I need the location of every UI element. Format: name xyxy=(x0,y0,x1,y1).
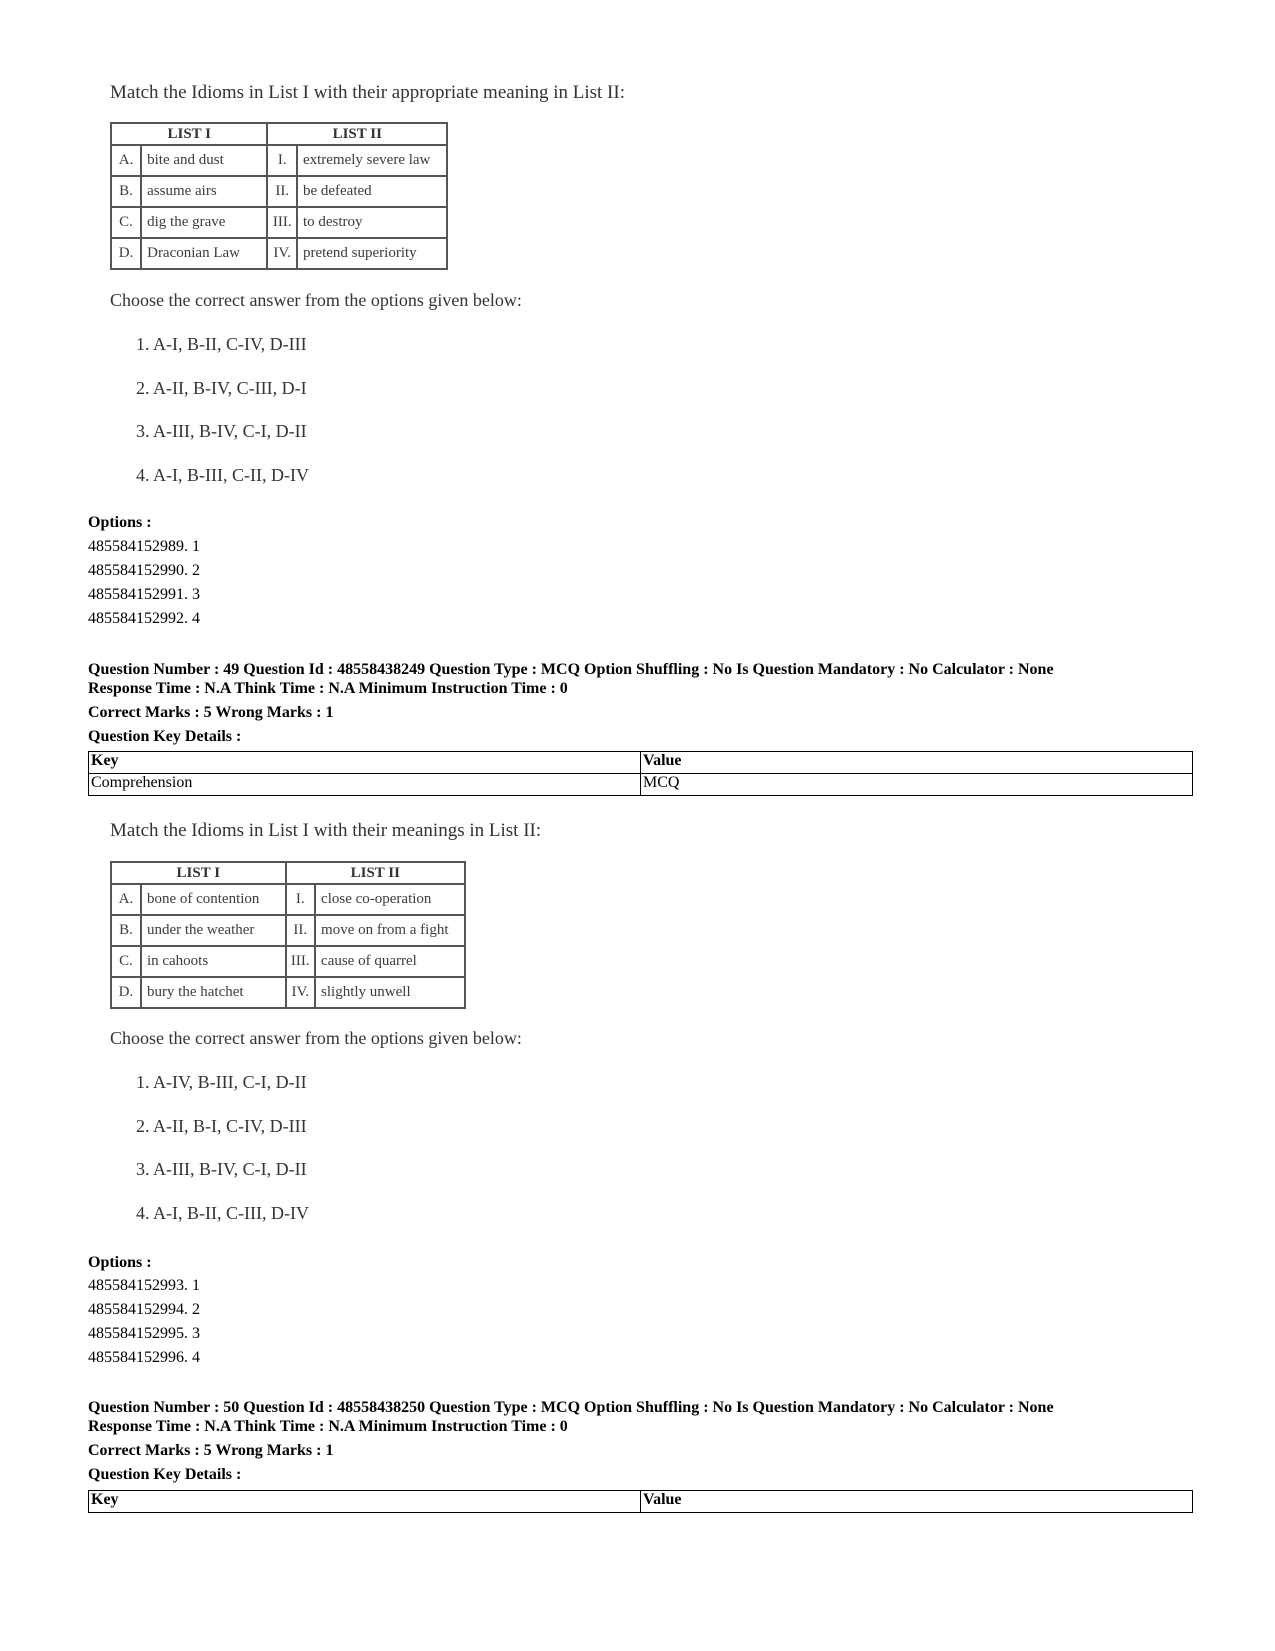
question-marks: Correct Marks : 5 Wrong Marks : 1 xyxy=(88,704,334,721)
table-row xyxy=(111,238,447,269)
list-2-item: pretend superiority xyxy=(297,238,447,269)
value-cell: MCQ xyxy=(641,774,1193,796)
question-prompt: Match the Idioms in List I with their meanings in List II: xyxy=(110,820,542,841)
list-1-label: B. xyxy=(111,915,141,946)
list-1-label: C. xyxy=(111,207,141,238)
list-1-item: in cahoots xyxy=(141,946,286,977)
table-header-row xyxy=(111,862,465,884)
table-row xyxy=(111,977,465,1008)
list-1-item: assume airs xyxy=(141,176,267,207)
list-1-item: bury the hatchet xyxy=(141,977,286,1008)
list-2-item: extremely severe law xyxy=(297,145,447,176)
table-header-row xyxy=(89,1491,1193,1513)
option-item: 485584152993. 1 xyxy=(88,1277,200,1294)
list-2-label: IV. xyxy=(286,977,315,1008)
table-row xyxy=(111,884,465,915)
list-2-label: I. xyxy=(286,884,315,915)
list-1-item: bite and dust xyxy=(141,145,267,176)
list-1-item: Draconian Law xyxy=(141,238,267,269)
answer-choice: 2. A-II, B-I, C-IV, D-III xyxy=(136,1116,307,1136)
question-48-image xyxy=(110,80,710,500)
options-label: Options : xyxy=(88,1254,152,1271)
answer-choice: 1. A-IV, B-III, C-I, D-II xyxy=(136,1072,307,1092)
list-1-item: under the weather xyxy=(141,915,286,946)
answer-choice: 3. A-III, B-IV, C-I, D-II xyxy=(136,1159,307,1179)
list-2-item: slightly unwell xyxy=(315,977,465,1008)
list-1-item: bone of contention xyxy=(141,884,286,915)
option-item: 485584152990. 2 xyxy=(88,562,200,579)
table-row xyxy=(111,207,447,238)
list-1-label: B. xyxy=(111,176,141,207)
question-timing: Response Time : N.A Think Time : N.A Minimum Instruction Time : 0 xyxy=(88,1418,568,1435)
option-item: 485584152991. 3 xyxy=(88,586,200,603)
list-2-label: IV. xyxy=(267,238,296,269)
list-1-header: LIST I xyxy=(111,123,267,145)
question-timing: Response Time : N.A Think Time : N.A Minimum Instruction Time : 0 xyxy=(88,680,568,697)
list-1-label: D. xyxy=(111,238,141,269)
match-list-table xyxy=(110,861,466,1009)
list-2-item: close co-operation xyxy=(315,884,465,915)
list-1-label: A. xyxy=(111,145,141,176)
list-2-header: LIST II xyxy=(286,862,465,884)
question-meta: Question Number : 50 Question Id : 48558438250 Question Type : MCQ Option Shuffling : No Is Question Mandatory : No Calculator : None xyxy=(88,1399,1054,1416)
answer-choice: 4. A-I, B-II, C-III, D-IV xyxy=(136,1203,309,1223)
list-1-label: A. xyxy=(111,884,141,915)
list-2-label: III. xyxy=(267,207,296,238)
choose-instruction: Choose the correct answer from the options given below: xyxy=(110,1028,522,1048)
option-item: 485584152995. 3 xyxy=(88,1325,200,1342)
list-2-header: LIST II xyxy=(267,123,447,145)
option-item: 485584152989. 1 xyxy=(88,538,200,555)
list-2-item: cause of quarrel xyxy=(315,946,465,977)
question-meta: Question Number : 49 Question Id : 48558438249 Question Type : MCQ Option Shuffling : No Is Question Mandatory : No Calculator : None xyxy=(88,661,1054,678)
list-2-label: III. xyxy=(286,946,315,977)
value-header: Value xyxy=(641,752,1193,774)
question-49-image xyxy=(110,818,710,1238)
list-1-label: C. xyxy=(111,946,141,977)
option-item: 485584152994. 2 xyxy=(88,1301,200,1318)
list-2-label: II. xyxy=(267,176,296,207)
list-2-item: to destroy xyxy=(297,207,447,238)
key-cell: Comprehension xyxy=(89,774,641,796)
table-row xyxy=(111,145,447,176)
table-row xyxy=(89,774,1193,796)
list-2-label: II. xyxy=(286,915,315,946)
choose-instruction: Choose the correct answer from the options given below: xyxy=(110,290,522,310)
answer-choice: 1. A-I, B-II, C-IV, D-III xyxy=(136,334,307,354)
list-1-label: D. xyxy=(111,977,141,1008)
answer-choice: 3. A-III, B-IV, C-I, D-II xyxy=(136,421,307,441)
answer-choice: 2. A-II, B-IV, C-III, D-I xyxy=(136,378,307,398)
table-row xyxy=(111,946,465,977)
answer-choice: 4. A-I, B-III, C-II, D-IV xyxy=(136,465,309,485)
list-2-item: move on from a fight xyxy=(315,915,465,946)
list-2-item: be defeated xyxy=(297,176,447,207)
list-1-item: dig the grave xyxy=(141,207,267,238)
value-header: Value xyxy=(641,1491,1193,1513)
key-header: Key xyxy=(89,1491,641,1513)
list-2-label: I. xyxy=(267,145,296,176)
question-key-table xyxy=(88,1490,1193,1513)
match-list-table xyxy=(110,122,448,270)
option-item: 485584152992. 4 xyxy=(88,610,200,627)
table-header-row xyxy=(111,123,447,145)
key-header: Key xyxy=(89,752,641,774)
key-details-label: Question Key Details : xyxy=(88,1466,242,1483)
table-row xyxy=(111,176,447,207)
key-details-label: Question Key Details : xyxy=(88,728,242,745)
option-item: 485584152996. 4 xyxy=(88,1349,200,1366)
table-row xyxy=(111,915,465,946)
question-key-table xyxy=(88,751,1193,796)
question-prompt: Match the Idioms in List I with their appropriate meaning in List II: xyxy=(110,82,625,103)
question-marks: Correct Marks : 5 Wrong Marks : 1 xyxy=(88,1442,334,1459)
options-label: Options : xyxy=(88,514,152,531)
table-header-row xyxy=(89,752,1193,774)
list-1-header: LIST I xyxy=(111,862,286,884)
